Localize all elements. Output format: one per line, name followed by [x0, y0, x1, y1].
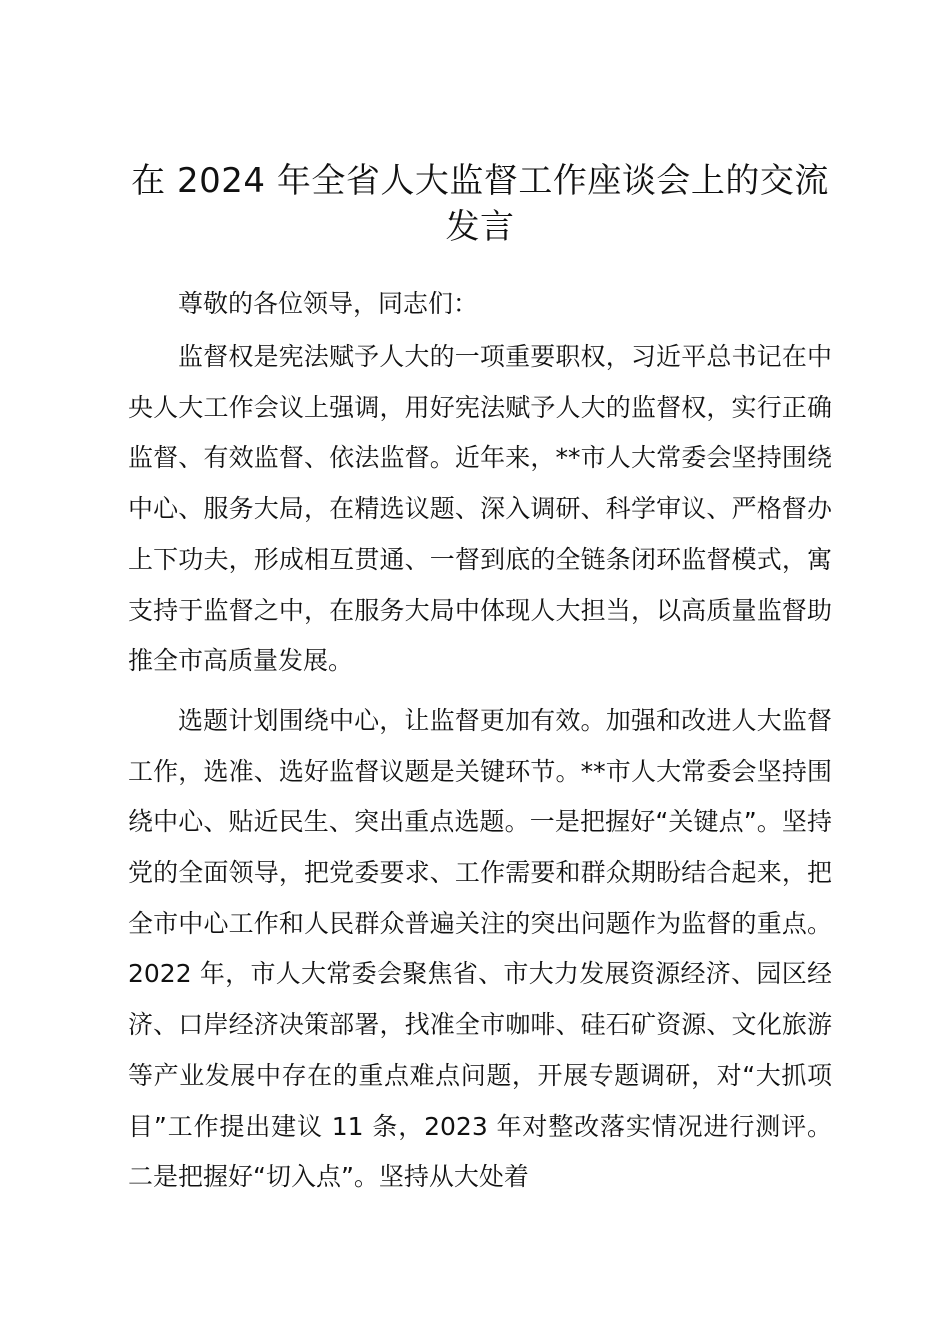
salutation-paragraph: 尊敬的各位领导，同志们：	[178, 289, 479, 318]
document-title: 在 2024 年全省人大监督工作座谈会上的交流发言	[131, 161, 829, 247]
body-paragraph: 选题计划围绕中心，让监督更加有效。加强和改进人大监督工作，选准、选好监督议题是关键环节。**市人大常委会坚持围绕中心、贴近民生、突出重点选题。一是把握好“关键点”。坚持党的全面领导，把党委要求、工作需要和群众期盼结合起来，把全市中心工作和人民群众普遍关注的突出问题作为监督的重点。2022 年，市人大常委会聚焦省、市大力发展资源经济、园区经济、口岸经济决策部署，找准全市咖啡、硅石矿资源、文化旅游等产业发展中存在的重点难点问题，开展专题调研，对“大抓项目”工作提出建议 11 条，2023 年对整改落实情况进行测评。二是把握好“切入点”。坚持从大处着	[128, 705, 832, 1192]
body-paragraph: 监督权是宪法赋予人大的一项重要职权，习近平总书记在中央人大工作会议上强调，用好宪法赋予人大的监督权，实行正确监督、有效监督、依法监督。近年来，**市人大常委会坚持围绕中心、服务大局，在精选议题、深入调研、科学审议、严格督办上下功夫，形成相互贯通、一督到底的全链条闭环监督模式，寓支持于监督之中，在服务大局中体现人大担当，以高质量监督助推全市高质量发展。	[128, 342, 832, 676]
document-body	[128, 284, 832, 1203]
